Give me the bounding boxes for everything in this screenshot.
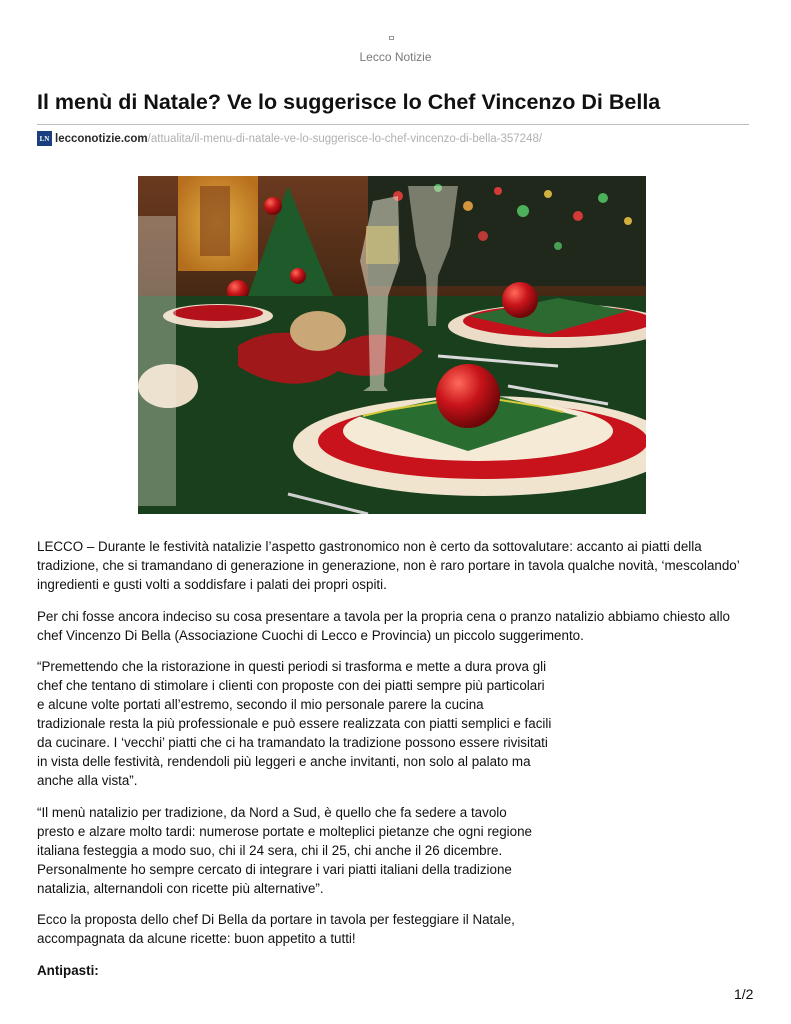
article-paragraph: LECCO – Durante le festività natalizie l’aspetto gastronomico non è certo da sottovalutare: accanto ai piatti della tradizione, che si tramandano di generazione in generazione, non è raro portare in tavola qualche novità, ‘mescolando’ ingredienti e gusti volti a soddisfare i palati dei propri ospiti.	[37, 539, 740, 592]
section-heading: Antipasti:	[37, 962, 99, 978]
article-paragraph: Per chi fosse ancora indeciso su cosa presentare a tavola per la propria cena o pranzo natalizio abbiamo chiesto allo chef Vincenzo Di Bella (Associazione Cuochi di Lecco e Provincia) un piccolo suggerimento.	[37, 608, 730, 643]
lecconotizie-logo-icon: LN	[37, 131, 52, 146]
source-path[interactable]: /attualita/il-menu-di-natale-ve-lo-suggerisce-lo-chef-vincenzo-di-bella-357248/	[147, 132, 543, 145]
title-divider	[37, 124, 749, 125]
page-number: 1/2	[734, 986, 754, 1002]
article-title: Il menù di Natale? Ve lo suggerisce lo Chef Vincenzo Di Bella	[37, 90, 661, 114]
article-paragraph: “Premettendo che la ristorazione in questi periodi si trasforma e mette a dura prova gli chef che tentano di stimolare i clienti con proposte con dei piatti sempre più particolari e alcune volte portati all’estremo, secondo il mio personale parere la cucina tradizionale resta la più professionale e può essere realizzata con piatti semplici e facili da cucinare. I ‘vecchi’ piatti che ci ha tramandato la tradizione possono essere rivisitati in vista delle festività, rendendoli più leggeri e anche invitanti, non solo al palato ma anche alla vista”.	[37, 659, 552, 788]
source-url[interactable]	[37, 131, 542, 146]
article-body	[37, 537, 755, 980]
site-name: Lecco Notizie	[359, 50, 432, 64]
article-paragraph: Ecco la proposta dello chef Di Bella da portare in tavola per festeggiare il Natale, accompagnata da alcune ricette: buon appetito a tutti!	[37, 912, 515, 946]
christmas-table-photo	[138, 176, 646, 514]
article-paragraph: “Il menù natalizio per tradizione, da Nord a Sud, è quello che fa sedere a tavolo presto e alzare molto tardi: numerose portate e molteplici pietanze che ogni regione italiana festeggia a modo suo, chi il 24 sera, chi il 25, chi anche il 26 dicembre. Personalmente ho sempre cercato di integrare i vari piatti italiani della tradizione natalizia, alternandoli con ricette più alternative”.	[37, 804, 532, 896]
source-domain[interactable]: lecconotizie.com	[55, 132, 148, 145]
site-favicon-icon	[389, 36, 394, 40]
